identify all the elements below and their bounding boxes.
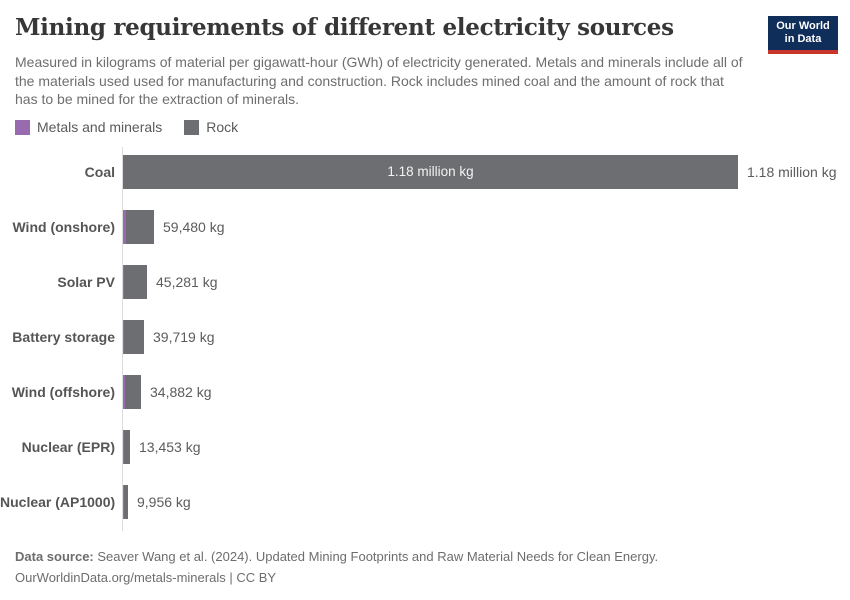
chart-area bbox=[0, 147, 850, 531]
table-row bbox=[0, 210, 850, 244]
bar-value-label: 59,480 kg bbox=[163, 219, 225, 235]
category-label: Nuclear (EPR) bbox=[21, 439, 115, 455]
owid-logo-line2: in Data bbox=[784, 33, 822, 45]
owid-logo bbox=[768, 16, 838, 54]
table-row bbox=[0, 155, 850, 189]
category-label: Battery storage bbox=[12, 329, 115, 345]
bar[interactable] bbox=[123, 265, 147, 299]
bar-segment-rock[interactable] bbox=[124, 485, 128, 519]
chart-legend bbox=[15, 119, 238, 135]
category-label: Wind (offshore) bbox=[11, 384, 115, 400]
data-source-text: Seaver Wang et al. (2024). Updated Mining Footprints and Raw Material Needs for Clean Energy. bbox=[93, 549, 659, 564]
table-row bbox=[0, 430, 850, 464]
table-row bbox=[0, 320, 850, 354]
metals-swatch-icon bbox=[15, 120, 30, 135]
bar-segment-rock[interactable] bbox=[125, 375, 141, 409]
category-label: Nuclear (AP1000) bbox=[0, 494, 116, 510]
bar-value-label: 9,956 kg bbox=[137, 494, 191, 510]
bar[interactable] bbox=[123, 210, 154, 244]
bar[interactable] bbox=[123, 375, 141, 409]
bar-segment-rock[interactable] bbox=[124, 320, 144, 354]
bar-value-label: 13,453 kg bbox=[139, 439, 201, 455]
category-label: Wind (onshore) bbox=[12, 219, 115, 235]
data-source-label: Data source: bbox=[15, 549, 94, 564]
category-label: Coal bbox=[84, 164, 115, 180]
owid-logo-line1: Our World bbox=[776, 20, 830, 32]
bar-segment-rock[interactable] bbox=[124, 265, 147, 299]
legend-item-metals[interactable] bbox=[15, 119, 162, 135]
legend-item-rock[interactable] bbox=[184, 119, 238, 135]
bar-value-label: 45,281 kg bbox=[156, 274, 218, 290]
table-row bbox=[0, 485, 850, 519]
table-row bbox=[0, 375, 850, 409]
bar[interactable] bbox=[123, 320, 144, 354]
bar-inside-value-label: 1.18 million kg bbox=[387, 164, 474, 179]
legend-label: Metals and minerals bbox=[37, 119, 163, 135]
category-label: Solar PV bbox=[57, 274, 115, 290]
bar-segment-rock[interactable] bbox=[124, 430, 130, 464]
license-line: OurWorldinData.org/metals-minerals | CC BY bbox=[15, 570, 277, 585]
page-title: Mining requirements of different electricity sources bbox=[15, 14, 674, 41]
bar-segment-rock[interactable] bbox=[126, 210, 154, 244]
bar-value-label: 39,719 kg bbox=[153, 329, 215, 345]
bar[interactable] bbox=[123, 430, 130, 464]
chart-footer bbox=[15, 546, 815, 588]
bar[interactable] bbox=[123, 485, 128, 519]
rock-swatch-icon bbox=[184, 120, 199, 135]
bar-value-label: 34,882 kg bbox=[150, 384, 212, 400]
data-source-line bbox=[15, 546, 815, 567]
legend-label: Rock bbox=[206, 119, 239, 135]
table-row bbox=[0, 265, 850, 299]
bar-value-label: 1.18 million kg bbox=[747, 164, 837, 180]
chart-subtitle: Measured in kilograms of material per gigawatt-hour (GWh) of electricity generated. Metals and minerals include all of the materials used used for manufacturing and construction. Rock includes mined coal and the amount of rock that has to be mined for the extraction of minerals. bbox=[15, 54, 743, 107]
